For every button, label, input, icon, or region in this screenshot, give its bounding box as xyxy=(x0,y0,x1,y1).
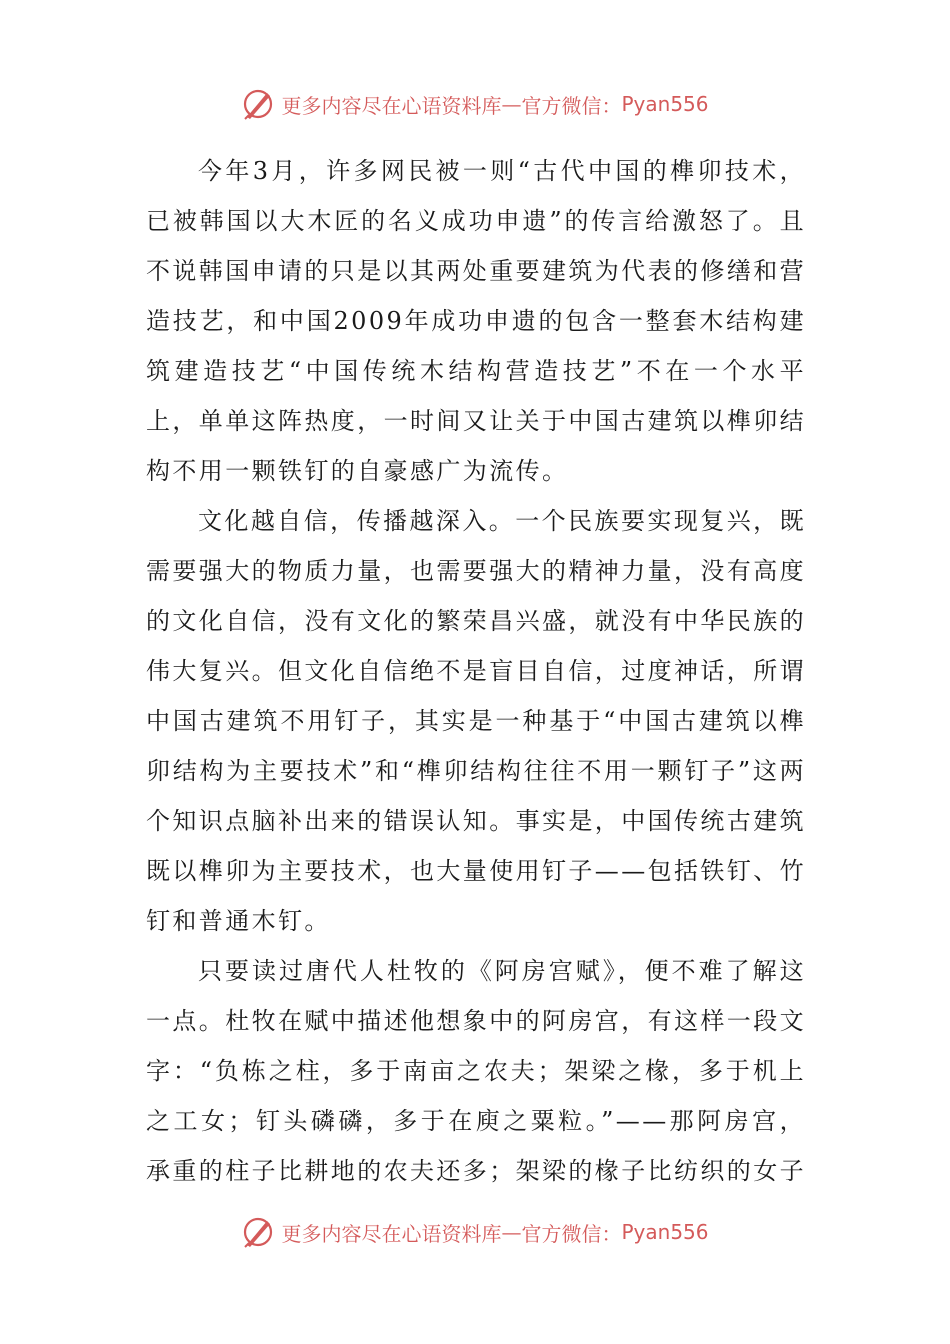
document-body xyxy=(146,146,806,1196)
watermark-label: 官方微信： xyxy=(521,1221,622,1246)
watermark-handle: Pyan556 xyxy=(621,1220,709,1244)
watermark-separator: — xyxy=(501,1220,522,1244)
paragraph-1: 今年3月，许多网民被一则“古代中国的榫卯技术，已被韩国以大木匠的名义成功申遗”的传言给激怒了。且不说韩国申请的只是以其两处重要建筑为代表的修缮和营造技艺，和中国2009年成功申遗的包含一整套木结构建筑建造技艺“中国传统木结构营造技艺”不在一个水平上，单单这阵热度，一时间又让关于中国古建筑以榫卯结构不用一颗铁钉的自豪感广为流传。 xyxy=(146,157,806,485)
watermark-separator: — xyxy=(501,92,522,116)
header-watermark xyxy=(0,84,950,124)
quill-pen-circle-icon xyxy=(241,87,275,121)
paragraph-2: 文化越自信，传播越深入。一个民族要实现复兴，既需要强大的物质力量，也需要强大的精神力量，没有高度的文化自信，没有文化的繁荣昌兴盛，就没有中华民族的伟大复兴。但文化自信绝不是盲目自信，过度神话，所谓中国古建筑不用钉子，其实是一种基于“中国古建筑以榫卯结构为主要技术”和“榫卯结构往往不用一颗钉子”这两个知识点脑补出来的错误认知。事实是，中国传统古建筑既以榫卯为主要技术，也大量使用钉子——包括铁钉、竹钉和普通木钉。 xyxy=(146,507,806,935)
watermark-site-text: 更多内容尽在心语资料库 xyxy=(281,1221,502,1246)
watermark-site-text: 更多内容尽在心语资料库 xyxy=(281,93,502,118)
footer-watermark xyxy=(0,1212,950,1252)
quill-pen-circle-icon xyxy=(241,1215,275,1249)
watermark-label: 官方微信： xyxy=(521,93,622,118)
paragraph-3: 只要读过唐代人杜牧的《阿房宫赋》，便不难了解这一点。杜牧在赋中描述他想象中的阿房宫，有这样一段文字：“负栋之柱，多于南亩之农夫；架梁之椽，多于机上之工女；钉头磷磷，多于在庾之粟粒。”——那阿房宫，承重的柱子比耕地的农夫还多；架梁的椽子比纺织的女子 xyxy=(146,957,806,1185)
watermark-handle: Pyan556 xyxy=(621,92,709,116)
